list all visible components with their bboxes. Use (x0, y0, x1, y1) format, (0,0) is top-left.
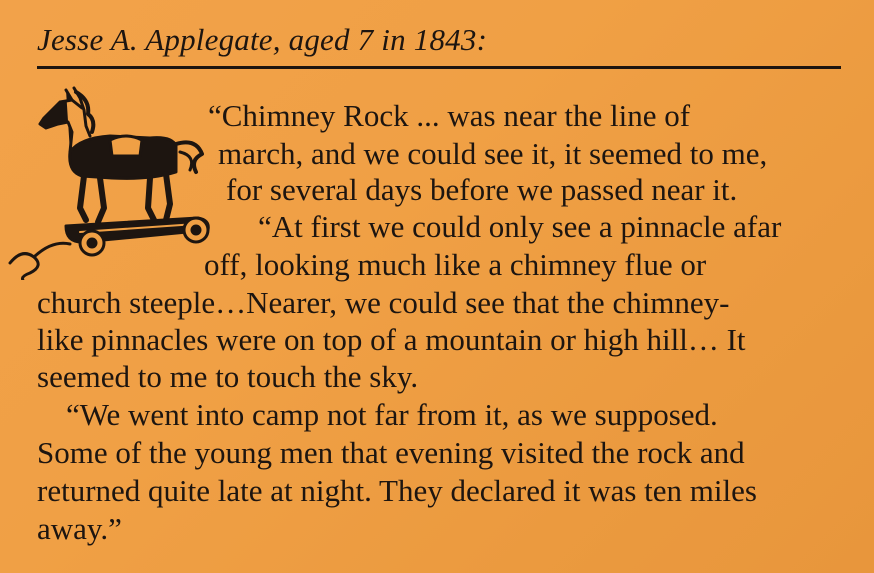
quote-line: away.” (37, 511, 122, 546)
quote-line: march, and we could see it, it seemed to me, (218, 136, 768, 171)
quote-line: “At first we could only see a pinnacle afar (258, 209, 782, 244)
title-divider (37, 66, 841, 69)
quote-line: Some of the young men that evening visited the rock and (37, 435, 745, 470)
quote-line: like pinnacles were on top of a mountain or high hill… It (37, 322, 746, 357)
quote-line: for several days before we passed near it. (226, 172, 738, 207)
rocking-horse-on-wheels-icon (0, 80, 220, 280)
quote-attribution-title: Jesse A. Applegate, aged 7 in 1843: (37, 22, 488, 57)
quote-line: returned quite late at night. They declared it was ten miles (37, 473, 757, 508)
quote-line: church steeple…Nearer, we could see that the chimney- (37, 285, 730, 320)
quote-line: “Chimney Rock ... was near the line of (208, 98, 691, 133)
quote-line: seemed to me to touch the sky. (37, 359, 419, 394)
quote-line: off, looking much like a chimney flue or (204, 247, 707, 282)
quote-line: “We went into camp not far from it, as we supposed. (66, 397, 718, 432)
